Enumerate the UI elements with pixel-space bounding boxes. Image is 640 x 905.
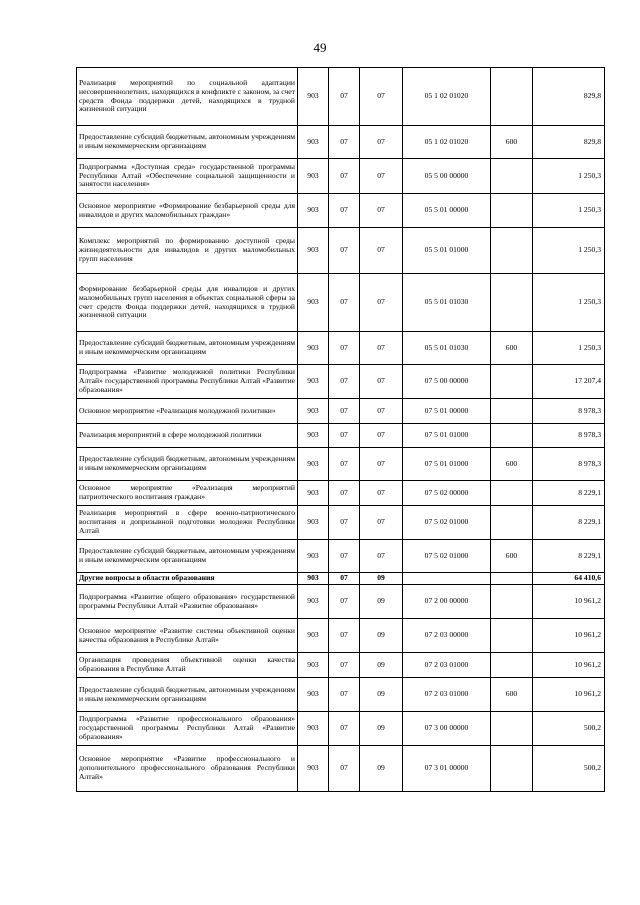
row-name: Реализация мероприятий в сфере военно-патриотического воспитания и допризывной подготовки молодежи Республики Алтай: [77, 506, 298, 540]
row-section-code: 07: [329, 159, 360, 194]
row-target-article: 07 5 01 01000: [403, 424, 491, 448]
row-subsection-code: 07: [360, 159, 403, 194]
row-ved-code: 903: [298, 274, 329, 332]
row-ved-code: 903: [298, 585, 329, 619]
row-expense-type: [491, 573, 533, 585]
row-expense-type: [491, 619, 533, 653]
row-name: Реализация мероприятий по социальной адаптации несовершеннолетних, находящихся в конфликте с законом, за счет средств Фонда поддержки детей, находящихся в трудной жизненной ситуации: [77, 68, 298, 126]
row-target-article: 07 5 01 00000: [403, 399, 491, 424]
row-amount: 10 961,2: [533, 619, 605, 653]
row-subsection-code: 07: [360, 424, 403, 448]
row-section-code: 07: [329, 746, 360, 792]
row-ved-code: 903: [298, 159, 329, 194]
table-row: [77, 194, 605, 228]
row-ved-code: 903: [298, 68, 329, 126]
row-target-article: 07 5 02 01000: [403, 540, 491, 573]
row-amount: 17 207,4: [533, 365, 605, 399]
row-ved-code: 903: [298, 194, 329, 228]
row-amount: 10 961,2: [533, 585, 605, 619]
row-target-article: 05 5 00 00000: [403, 159, 491, 194]
table-row: [77, 126, 605, 159]
row-section-code: 07: [329, 678, 360, 712]
row-ved-code: 903: [298, 540, 329, 573]
row-name: Основное мероприятие «Реализация мероприятий патриотического воспитания граждан»: [77, 481, 298, 506]
row-ved-code: 903: [298, 573, 329, 585]
row-expense-type: [491, 399, 533, 424]
row-section-code: 07: [329, 399, 360, 424]
row-expense-type: [491, 712, 533, 746]
row-amount: 1 250,3: [533, 159, 605, 194]
table-row: [77, 653, 605, 678]
row-name: Основное мероприятие «Развитие профессионального и дополнительного профессионального образования Республики Алтай»: [77, 746, 298, 792]
row-expense-type: [491, 159, 533, 194]
row-expense-type: [491, 68, 533, 126]
row-target-article: [403, 573, 491, 585]
row-amount: 8 978,3: [533, 399, 605, 424]
row-section-code: 07: [329, 68, 360, 126]
row-subsection-code: 07: [360, 228, 403, 274]
row-target-article: 07 5 00 00000: [403, 365, 491, 399]
row-subsection-code: 09: [360, 585, 403, 619]
row-ved-code: 903: [298, 399, 329, 424]
row-subsection-code: 09: [360, 653, 403, 678]
row-name: Реализация мероприятий в сфере молодежной политики: [77, 424, 298, 448]
table-row: [77, 540, 605, 573]
row-subsection-code: 09: [360, 712, 403, 746]
row-ved-code: 903: [298, 619, 329, 653]
row-amount: 1 250,3: [533, 194, 605, 228]
table-row: [77, 159, 605, 194]
row-amount: 8 229,1: [533, 481, 605, 506]
row-ved-code: 903: [298, 228, 329, 274]
table-row: [77, 424, 605, 448]
row-amount: 1 250,3: [533, 274, 605, 332]
row-amount: 500,2: [533, 746, 605, 792]
row-section-code: 07: [329, 653, 360, 678]
table-row: [77, 274, 605, 332]
row-ved-code: 903: [298, 712, 329, 746]
row-amount: 829,8: [533, 68, 605, 126]
row-section-code: 07: [329, 274, 360, 332]
row-name: Предоставление субсидий бюджетным, автономным учреждениям и иным некоммерческим организациям: [77, 126, 298, 159]
row-subsection-code: 07: [360, 365, 403, 399]
table-row: [77, 448, 605, 481]
row-ved-code: 903: [298, 653, 329, 678]
row-target-article: 07 2 03 01000: [403, 678, 491, 712]
row-ved-code: 903: [298, 448, 329, 481]
row-expense-type: [491, 228, 533, 274]
row-name: Основное мероприятие «Формирование безбарьерной среды для инвалидов и других маломобильных граждан»: [77, 194, 298, 228]
row-amount: 8 229,1: [533, 540, 605, 573]
row-name: Подпрограмма «Развитие молодежной политики Республики Алтай» государственной программы Республики Алтай «Развитие образования»: [77, 365, 298, 399]
table-row: [77, 399, 605, 424]
row-amount: 64 410,6: [533, 573, 605, 585]
row-section-code: 07: [329, 506, 360, 540]
row-section-code: 07: [329, 126, 360, 159]
table-row: [77, 506, 605, 540]
row-name: Основное мероприятие «Развитие системы объективной оценки качества образования в Республике Алтай»: [77, 619, 298, 653]
row-expense-type: [491, 424, 533, 448]
row-subsection-code: 07: [360, 126, 403, 159]
row-amount: 10 961,2: [533, 653, 605, 678]
row-name: Другие вопросы в области образования: [77, 573, 298, 585]
row-expense-type: 600: [491, 126, 533, 159]
row-expense-type: 600: [491, 332, 533, 365]
row-subsection-code: 07: [360, 399, 403, 424]
row-amount: 8 978,3: [533, 424, 605, 448]
row-target-article: 07 5 02 00000: [403, 481, 491, 506]
row-section-code: 07: [329, 194, 360, 228]
row-amount: 8 978,3: [533, 448, 605, 481]
row-target-article: 07 5 02 01000: [403, 506, 491, 540]
row-section-code: 07: [329, 619, 360, 653]
row-expense-type: [491, 365, 533, 399]
row-amount: 1 250,3: [533, 332, 605, 365]
row-target-article: 05 5 01 00000: [403, 194, 491, 228]
row-subsection-code: 07: [360, 332, 403, 365]
row-subsection-code: 09: [360, 678, 403, 712]
row-target-article: 05 1 02 01020: [403, 68, 491, 126]
row-expense-type: [491, 746, 533, 792]
row-target-article: 05 5 01 01000: [403, 228, 491, 274]
row-name: Предоставление субсидий бюджетным, автономным учреждениям и иным некоммерческим организациям: [77, 448, 298, 481]
row-section-code: 07: [329, 540, 360, 573]
row-section-code: 07: [329, 481, 360, 506]
table-row: [77, 332, 605, 365]
row-expense-type: [491, 653, 533, 678]
row-subsection-code: 07: [360, 540, 403, 573]
row-expense-type: 600: [491, 540, 533, 573]
row-subsection-code: 09: [360, 619, 403, 653]
row-name: Предоставление субсидий бюджетным, автономным учреждениям и иным некоммерческим организациям: [77, 678, 298, 712]
row-subsection-code: 09: [360, 573, 403, 585]
row-name: Формирование безбарьерной среды для инвалидов и других маломобильных групп населения в объектах социальной сферы за счет средств Фонда поддержки детей, находящихся в трудной жизненной ситуации: [77, 274, 298, 332]
table-row: [77, 68, 605, 126]
row-target-article: 07 2 03 01000: [403, 653, 491, 678]
page-number: 49: [313, 40, 327, 55]
row-target-article: 07 2 00 00000: [403, 585, 491, 619]
budget-table-body: [77, 68, 605, 792]
row-section-code: 07: [329, 228, 360, 274]
row-name: Предоставление субсидий бюджетным, автономным учреждениям и иным некоммерческим организациям: [77, 540, 298, 573]
row-amount: 8 229,1: [533, 506, 605, 540]
row-subsection-code: 07: [360, 506, 403, 540]
row-amount: 829,8: [533, 126, 605, 159]
row-name: Подпрограмма «Доступная среда» государственной программы Республики Алтай «Обеспечение социальной защищенности и занятости населения»: [77, 159, 298, 194]
table-row: [77, 585, 605, 619]
row-expense-type: 600: [491, 448, 533, 481]
table-row: [77, 573, 605, 585]
row-section-code: 07: [329, 585, 360, 619]
row-expense-type: [491, 274, 533, 332]
row-section-code: 07: [329, 448, 360, 481]
row-name: Подпрограмма «Развитие общего образования» государственной программы Республики Алтай «Развитие образования»: [77, 585, 298, 619]
row-subsection-code: 07: [360, 274, 403, 332]
table-row: [77, 365, 605, 399]
row-subsection-code: 07: [360, 194, 403, 228]
row-target-article: 05 5 01 01030: [403, 274, 491, 332]
row-name: Комплекс мероприятий по формированию доступной среды жизнедеятельности для инвалидов и других маломобильных групп населения: [77, 228, 298, 274]
row-amount: 1 250,3: [533, 228, 605, 274]
row-section-code: 07: [329, 424, 360, 448]
row-ved-code: 903: [298, 424, 329, 448]
row-target-article: 07 3 01 00000: [403, 746, 491, 792]
table-row: [77, 481, 605, 506]
row-expense-type: [491, 194, 533, 228]
row-ved-code: 903: [298, 365, 329, 399]
row-amount: 10 961,2: [533, 678, 605, 712]
row-ved-code: 903: [298, 481, 329, 506]
row-ved-code: 903: [298, 126, 329, 159]
row-amount: 500,2: [533, 712, 605, 746]
row-section-code: 07: [329, 332, 360, 365]
row-name: Основное мероприятие «Реализация молодежной политики»: [77, 399, 298, 424]
table-row: [77, 678, 605, 712]
row-section-code: 07: [329, 365, 360, 399]
row-name: Организация проведения объективной оценки качества образования в Республике Алтай: [77, 653, 298, 678]
row-section-code: 07: [329, 573, 360, 585]
row-expense-type: [491, 585, 533, 619]
row-ved-code: 903: [298, 746, 329, 792]
row-subsection-code: 07: [360, 68, 403, 126]
table-row: [77, 228, 605, 274]
row-name: Предоставление субсидий бюджетным, автономным учреждениям и иным некоммерческим организациям: [77, 332, 298, 365]
table-row: [77, 746, 605, 792]
row-target-article: 07 3 00 00000: [403, 712, 491, 746]
table-row: [77, 712, 605, 746]
table-row: [77, 619, 605, 653]
row-section-code: 07: [329, 712, 360, 746]
row-target-article: 05 5 01 01030: [403, 332, 491, 365]
row-name: Подпрограмма «Развитие профессионального образования» государственной программы Республики Алтай «Развитие образования»: [77, 712, 298, 746]
row-subsection-code: 07: [360, 481, 403, 506]
row-target-article: 05 1 02 01020: [403, 126, 491, 159]
row-expense-type: [491, 481, 533, 506]
row-ved-code: 903: [298, 678, 329, 712]
row-expense-type: 600: [491, 678, 533, 712]
row-target-article: 07 2 03 00000: [403, 619, 491, 653]
row-ved-code: 903: [298, 506, 329, 540]
row-subsection-code: 07: [360, 448, 403, 481]
row-subsection-code: 09: [360, 746, 403, 792]
row-target-article: 07 5 01 01000: [403, 448, 491, 481]
row-expense-type: [491, 506, 533, 540]
row-ved-code: 903: [298, 332, 329, 365]
budget-table: [76, 67, 605, 792]
